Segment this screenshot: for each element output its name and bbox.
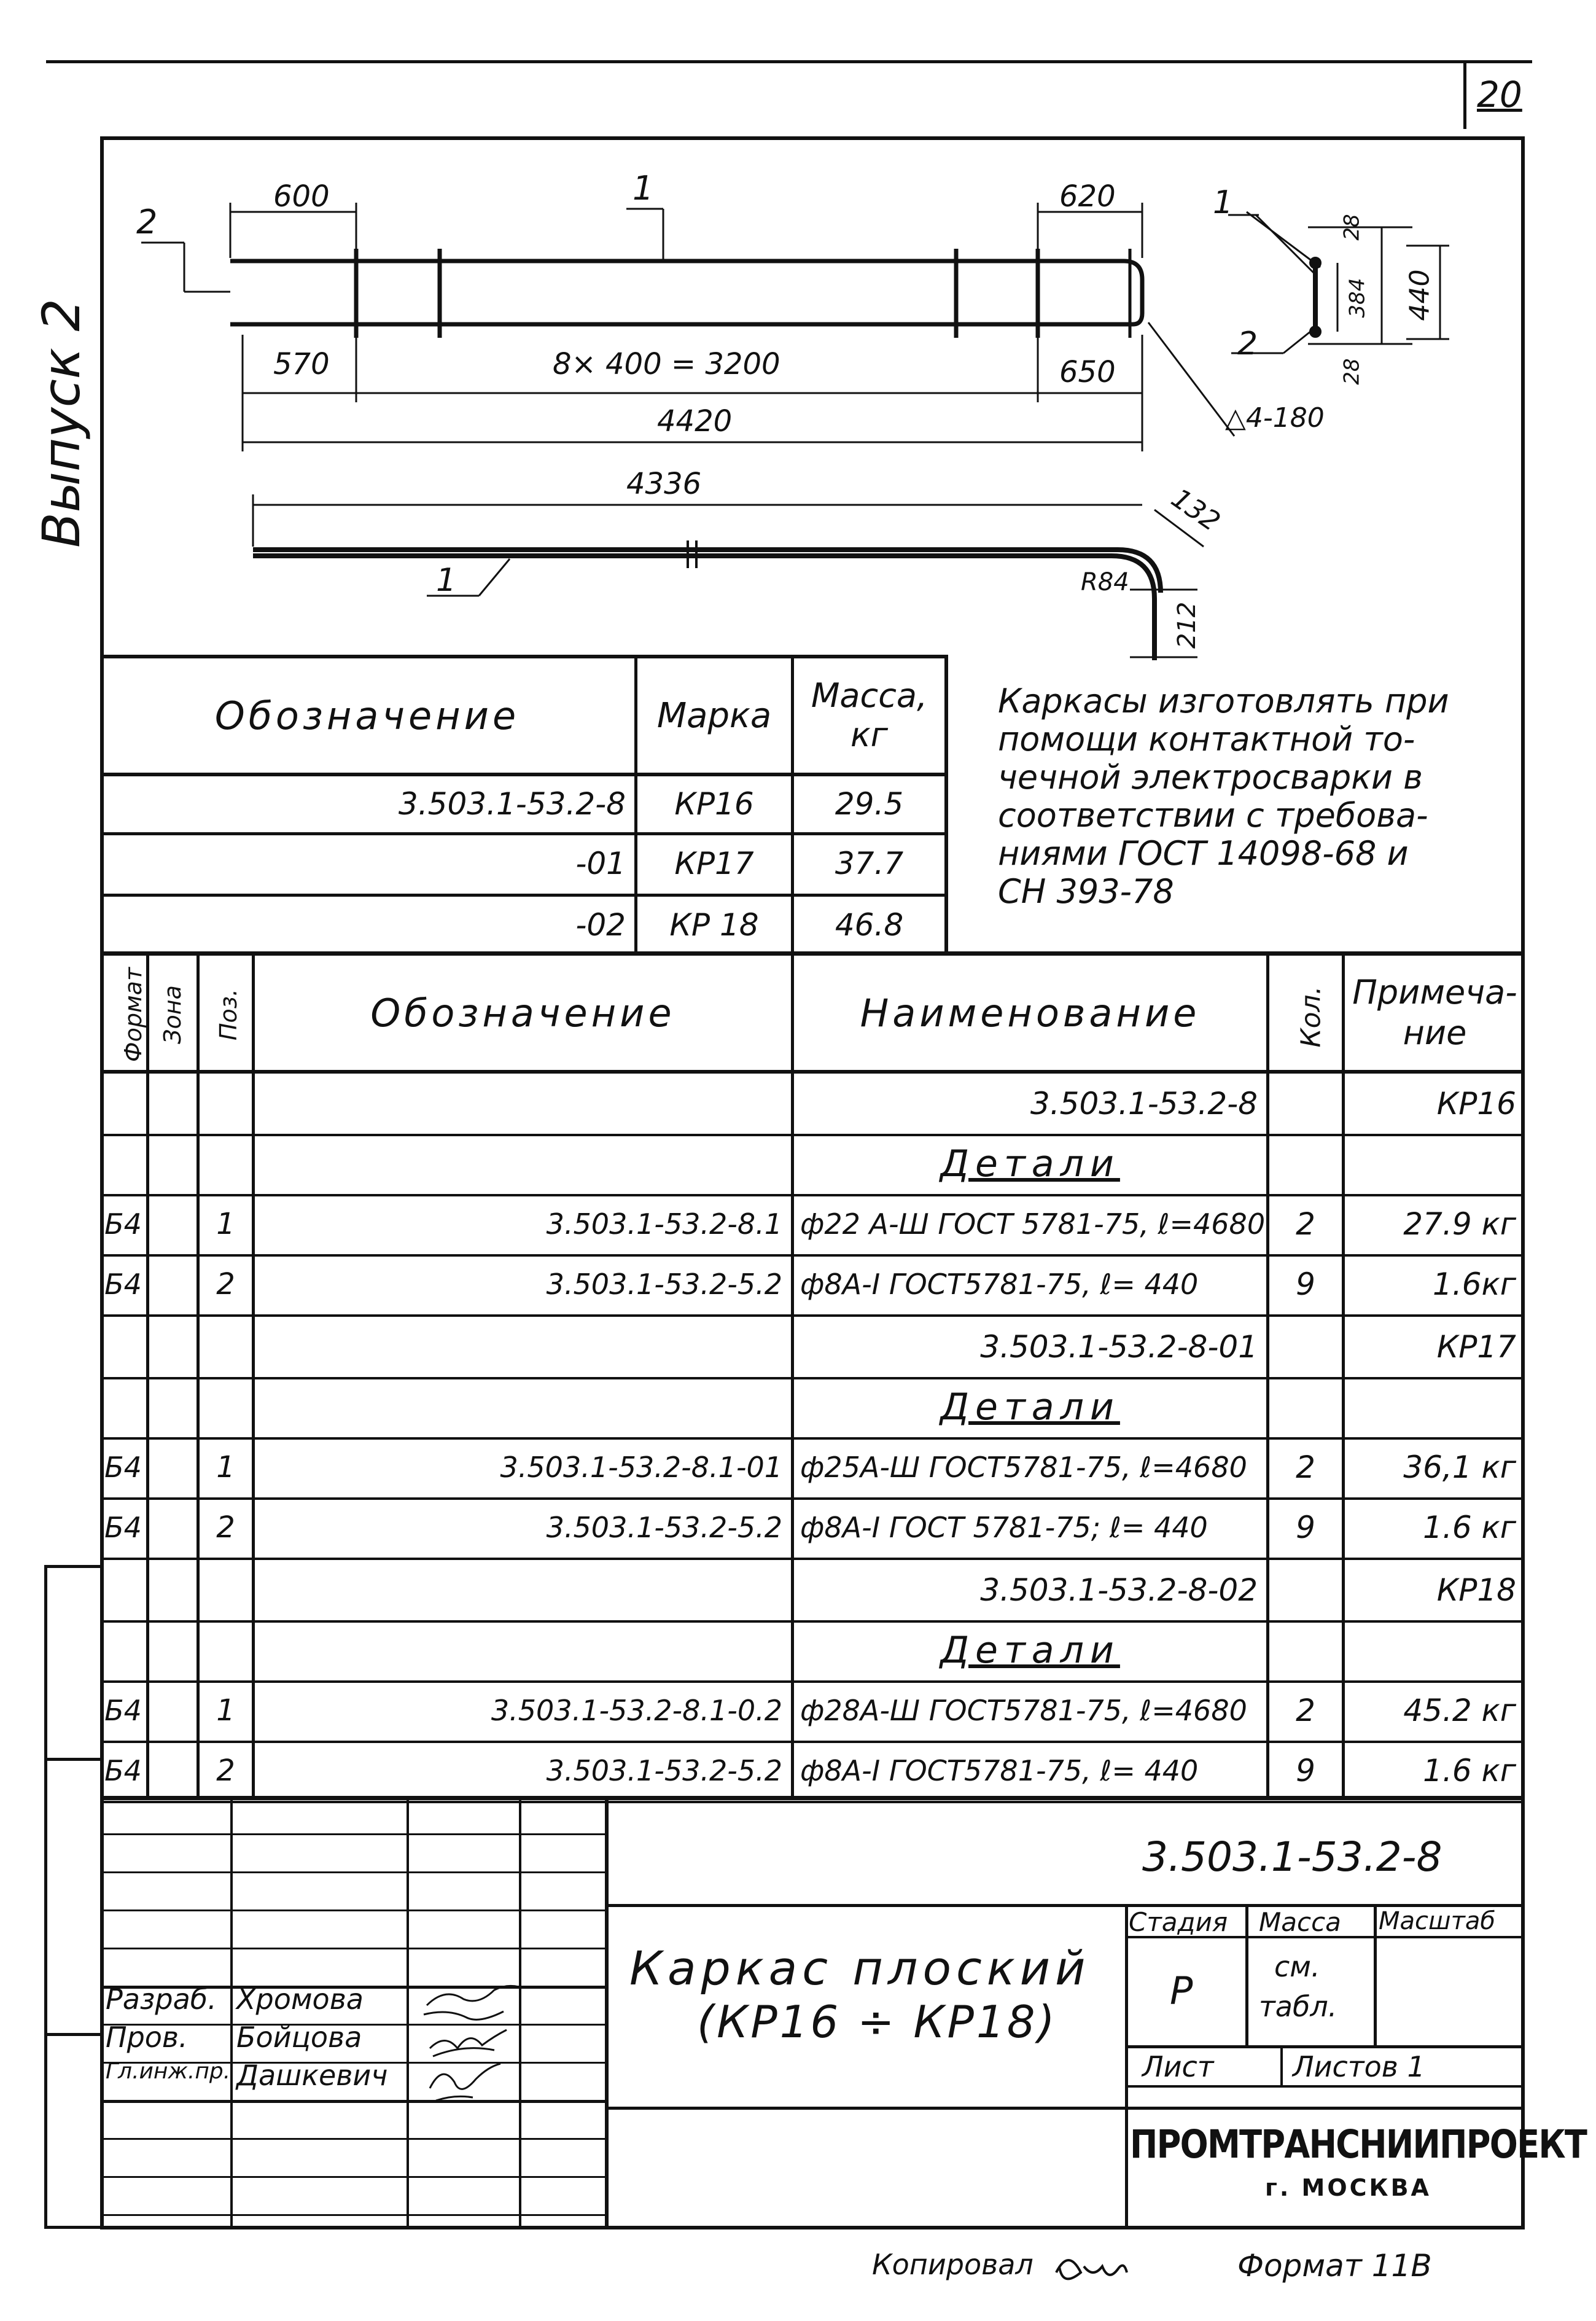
signature-grid-line — [100, 2138, 605, 2140]
spec-row-name: 3.503.1-53.2-8-02 — [980, 1572, 1258, 1608]
spec-row-format — [100, 1560, 146, 1620]
signature-role: Пров. — [106, 2021, 188, 2054]
dim-total: 4420 — [657, 404, 733, 439]
organization-city: г. МОСКВА — [1265, 2174, 1431, 2201]
spec-row-name: ф28А-Ш ГОСТ5781-75, ℓ=4680 — [800, 1694, 1247, 1727]
spec-row-format — [100, 1377, 146, 1437]
spec-col-zone — [146, 951, 149, 1799]
spec-row-pos — [200, 1134, 252, 1194]
spec-row-qty: 9 — [1296, 1266, 1315, 1302]
spec-header-designation: Обозначение — [370, 990, 675, 1036]
mark-row-designation: -01 — [575, 846, 626, 881]
spec-row-qty: 9 — [1296, 1753, 1315, 1789]
spec-row-format: Б4 — [104, 1207, 142, 1241]
spec-row-note: 1.6 кг — [1423, 1753, 1516, 1789]
signature-grid-line — [100, 1833, 605, 1835]
mass-label: Масса — [1259, 1907, 1341, 1937]
spec-row-note — [1345, 1377, 1525, 1437]
spec-row-note — [1345, 1620, 1525, 1680]
sheet-number: 20 — [1477, 74, 1522, 115]
mark-header-mass: Масса, кг — [811, 676, 928, 754]
spec-row-qty: 2 — [1296, 1449, 1315, 1485]
spec-row-pos: 1 — [216, 1450, 235, 1484]
stage-label: Стадия — [1129, 1907, 1228, 1937]
spec-row-note: КР18 — [1436, 1572, 1516, 1608]
spec-row-designation — [255, 1074, 791, 1134]
spec-row-pos — [200, 1560, 252, 1620]
spec-header-format: Формат — [120, 967, 147, 1063]
spec-row-note: КР17 — [1436, 1329, 1516, 1365]
dim-620: 620 — [1059, 179, 1116, 214]
spec-row-pos — [200, 1317, 252, 1377]
spec-top — [100, 951, 1525, 956]
dim-600: 600 — [273, 179, 330, 214]
dim-650: 650 — [1059, 355, 1116, 389]
signature-role: Гл.инж.пр. — [106, 2059, 231, 2084]
doc-code: 3.503.1-53.2-8 — [1142, 1833, 1442, 1881]
mark-row-mark: КР16 — [674, 786, 754, 822]
title-line1: Каркас плоский — [629, 1941, 1091, 1995]
section-pos1-label: 1 — [1213, 184, 1234, 221]
spec-row-note: КР16 — [1436, 1086, 1516, 1121]
spec-row-name: Детали — [940, 1629, 1120, 1672]
mark-row-mark: КР 18 — [669, 907, 759, 943]
spec-row-pos — [200, 1074, 252, 1134]
spec-row-pos: 2 — [216, 1267, 235, 1301]
spec-row-designation: 3.503.1-53.2-8.1-0.2 — [491, 1694, 782, 1727]
spec-row-qty — [1269, 1074, 1342, 1134]
note-line: помощи контактной то- — [998, 720, 1415, 759]
spec-row-format — [100, 1317, 146, 1377]
spec-header-qty: Кол. — [1295, 986, 1327, 1048]
note-line: ниями ГОСТ 14098-68 и — [998, 834, 1409, 873]
spec-row-separator — [100, 1801, 1525, 1803]
stage-value: Р — [1170, 1968, 1193, 2013]
spec-row-pos: 2 — [216, 1753, 235, 1788]
spec-row-designation: 3.503.1-53.2-5.2 — [546, 1268, 782, 1301]
spec-row-pos: 2 — [216, 1510, 235, 1545]
dim-28-bottom: 28 — [1339, 358, 1364, 385]
spec-header-note: Примеча- ние — [1352, 973, 1517, 1052]
margin-strip-h2 — [44, 1758, 103, 1761]
spec-row-format — [100, 1620, 146, 1680]
bar-dim-132: 132 — [1165, 482, 1226, 538]
sig-col2 — [407, 1796, 409, 2229]
signature-name: Дашкевич — [236, 2059, 388, 2092]
spec-row-note — [1345, 1134, 1525, 1194]
spec-row-name: ф25А-Ш ГОСТ5781-75, ℓ=4680 — [800, 1451, 1247, 1484]
mark-row-mass: 37.7 — [835, 846, 904, 881]
spec-row-pos: 1 — [216, 1693, 235, 1728]
spec-row-designation — [255, 1317, 791, 1377]
bar-pos1-label: 1 — [436, 562, 457, 599]
weld-spec: △4-180 — [1225, 402, 1325, 434]
sig-col1 — [230, 1796, 233, 2229]
spec-row-format: Б4 — [104, 1694, 142, 1727]
signature-name: Бойцова — [236, 2021, 362, 2054]
spec-row-format: Б4 — [104, 1754, 142, 1787]
spec-row-note: 45.2 кг — [1403, 1693, 1516, 1728]
top-pos1-label: 1 — [633, 169, 654, 208]
spec-row-format: Б4 — [104, 1511, 142, 1544]
mass-value-line1: см. — [1274, 1950, 1320, 1983]
spec-header-pos: Поз. — [215, 988, 243, 1041]
dim-570: 570 — [273, 347, 330, 381]
margin-strip-h1 — [44, 1565, 103, 1568]
footer-copied: Копировал — [872, 2248, 1034, 2281]
spec-row-qty: 2 — [1296, 1206, 1315, 1242]
sig-col3 — [519, 1796, 521, 2229]
spec-row-format: Б4 — [104, 1268, 142, 1301]
signature-grid-line — [100, 1948, 605, 1949]
dim-440: 440 — [1404, 269, 1436, 321]
spec-row-name: ф22 А-Ш ГОСТ 5781-75, ℓ=4680 — [800, 1207, 1266, 1241]
margin-strip-h4 — [44, 2226, 103, 2229]
spec-row-designation — [255, 1377, 791, 1437]
dim-main: 8× 400 = 3200 — [553, 347, 780, 381]
top-pos2-label: 2 — [136, 203, 158, 241]
spec-row-qty — [1269, 1377, 1342, 1437]
spec-row-pos — [200, 1377, 252, 1437]
signature-grid-line — [100, 2176, 605, 2178]
organization-name: ПРОМТРАНСНИИПРОЕКТ — [1130, 2122, 1587, 2167]
tb-stage-col — [1245, 1904, 1248, 2045]
mark-row-designation: 3.503.1-53.2-8 — [398, 786, 626, 822]
spec-row-name: ф8А-I ГОСТ 5781-75; ℓ= 440 — [800, 1511, 1208, 1544]
spec-row-name: 3.503.1-53.2-8 — [1030, 1086, 1258, 1121]
title-line2: (КР16 ÷ КР18) — [697, 1996, 1057, 2048]
sheets-label: Листов 1 — [1293, 2050, 1425, 2083]
note-line: соответствии с требова- — [998, 796, 1428, 835]
mark-row-designation: -02 — [575, 907, 626, 943]
spec-row-qty — [1269, 1560, 1342, 1620]
mark-row-mark: КР17 — [674, 846, 754, 881]
margin-strip-h3 — [44, 2033, 103, 2036]
tb-sheet-col — [1280, 2045, 1283, 2085]
signature-grid-line — [100, 2214, 605, 2216]
scale-label: Масштаб — [1379, 1907, 1496, 1935]
spec-row-name: ф8А-I ГОСТ5781-75, ℓ= 440 — [800, 1754, 1199, 1787]
signature-grid-line — [100, 1909, 605, 1911]
spec-row-pos — [200, 1620, 252, 1680]
spec-row-name: 3.503.1-53.2-8-01 — [980, 1329, 1258, 1365]
spec-row-qty — [1269, 1134, 1342, 1194]
mass-value-line2: табл. — [1259, 1990, 1337, 2023]
spec-row-name: Детали — [940, 1386, 1120, 1429]
bar-radius: R84 — [1081, 568, 1129, 596]
spec-row-designation: 3.503.1-53.2-8.1 — [546, 1207, 782, 1241]
spec-row-designation — [255, 1560, 791, 1620]
spec-row-pos: 1 — [216, 1207, 235, 1241]
margin-strip-v1 — [44, 1565, 47, 2228]
mark-table-right — [944, 655, 948, 954]
signature-name: Хромова — [236, 1983, 364, 2016]
spec-row-note: 1.6 кг — [1423, 1510, 1516, 1545]
tb-sheet-row — [1125, 2045, 1525, 2048]
tb-right-col — [1125, 1904, 1128, 2229]
spec-row-designation: 3.503.1-53.2-5.2 — [546, 1754, 782, 1787]
spec-header-zone: Зона — [158, 985, 186, 1044]
tb-title-bottom — [605, 2107, 1525, 2110]
tb-top — [100, 1796, 1525, 1800]
spec-row-qty: 2 — [1296, 1693, 1315, 1728]
tb-sheet-row2 — [1125, 2085, 1525, 2088]
rebar-cage-drawing — [0, 0, 1596, 676]
spec-row-qty — [1269, 1620, 1342, 1680]
spec-row-designation — [255, 1134, 791, 1194]
spec-row-qty: 9 — [1296, 1510, 1315, 1545]
tb-mass-col — [1374, 1904, 1377, 2045]
note-line: Каркасы изготовлять при — [998, 682, 1449, 720]
spec-row-name: Детали — [940, 1142, 1120, 1185]
spec-header-name: Наименование — [860, 990, 1201, 1036]
signature-grid-line — [100, 2100, 605, 2103]
mark-header-designation: Обозначение — [214, 693, 520, 738]
mark-row-mass: 29.5 — [835, 786, 904, 822]
spec-row-format: Б4 — [104, 1451, 142, 1484]
spec-row-name: ф8А-I ГОСТ5781-75, ℓ= 440 — [800, 1268, 1199, 1301]
note-line: чечной электросварки в — [998, 758, 1423, 797]
spec-row-designation: 3.503.1-53.2-8.1-01 — [500, 1451, 782, 1484]
section-pos2-label: 2 — [1237, 326, 1258, 362]
spec-row-format — [100, 1134, 146, 1194]
spec-row-designation — [255, 1620, 791, 1680]
footer-format: Формат 11В — [1237, 2248, 1432, 2284]
dim-384: 384 — [1345, 278, 1370, 318]
note-line: СН 393-78 — [998, 872, 1174, 911]
sheet-label: Лист — [1142, 2050, 1214, 2083]
spec-row-designation: 3.503.1-53.2-5.2 — [546, 1511, 782, 1544]
signature-role: Разраб. — [106, 1983, 217, 2016]
spec-row-note: 36,1 кг — [1403, 1449, 1516, 1485]
spec-row-note: 27.9 кг — [1403, 1206, 1516, 1242]
mark-row-mass: 46.8 — [835, 907, 904, 943]
mark-header-mark: Марка — [656, 695, 772, 736]
spec-row-format — [100, 1074, 146, 1134]
series-label: Выпуск 2 — [31, 298, 91, 548]
spec-row-note: 1.6кг — [1433, 1266, 1516, 1302]
bar-dim-4336: 4336 — [626, 467, 702, 501]
dim-28-top: 28 — [1339, 214, 1364, 241]
tb-left-sep — [605, 1796, 609, 2229]
bar-dim-212: 212 — [1173, 601, 1202, 649]
signature-grid-line — [100, 1871, 605, 1873]
spec-row-qty — [1269, 1317, 1342, 1377]
